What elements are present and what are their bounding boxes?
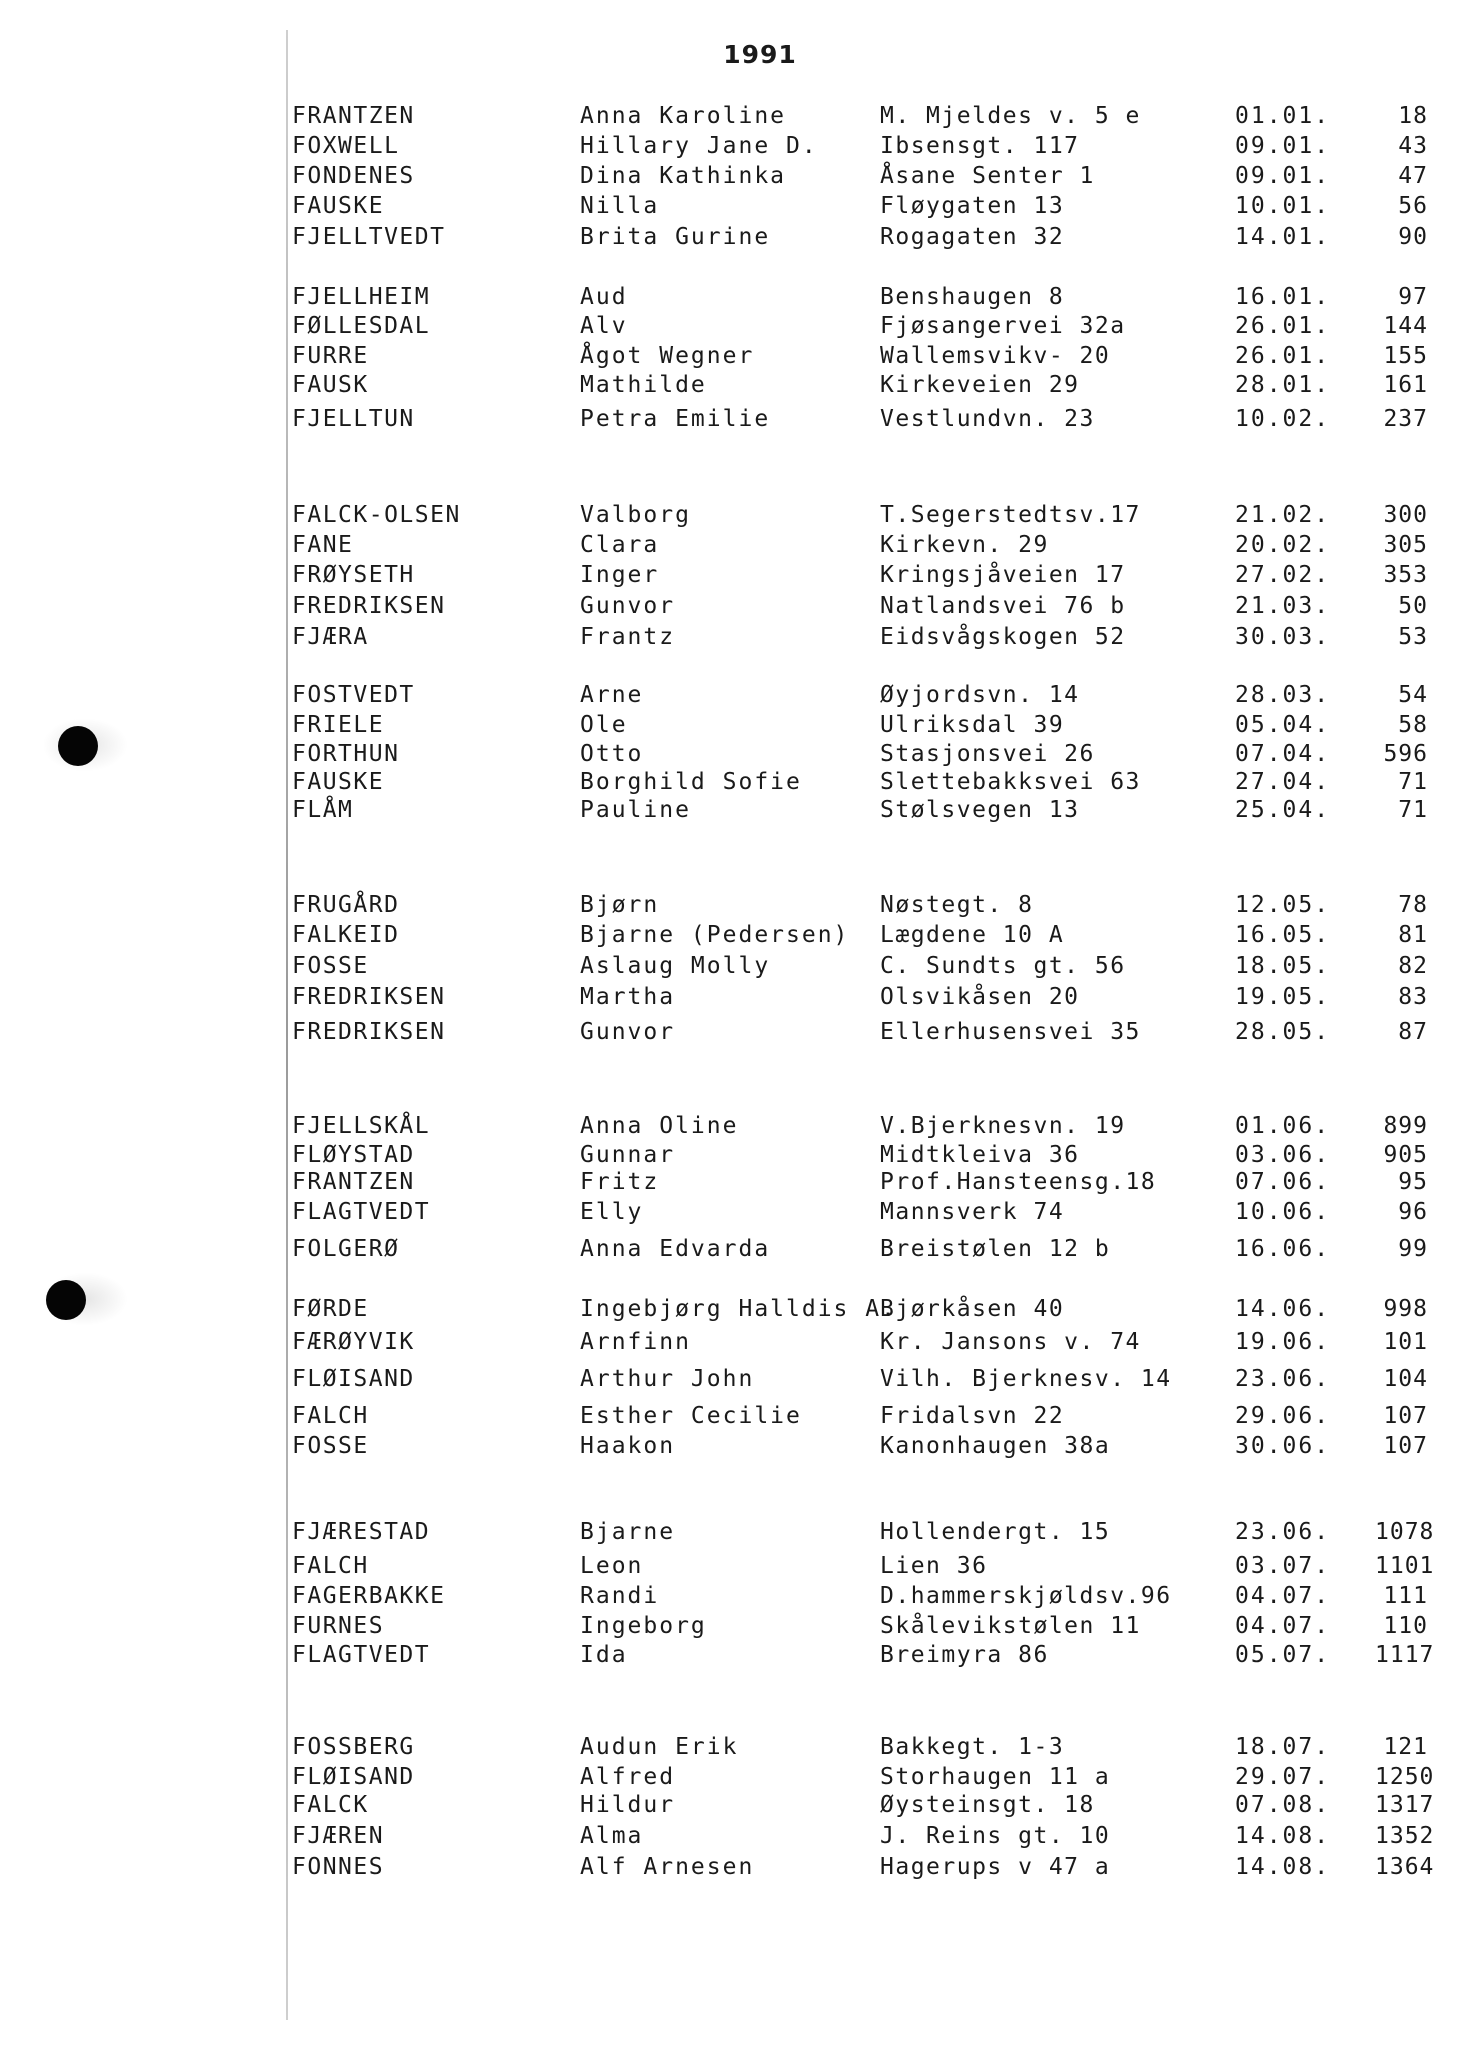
record-given-name: Clara [580,532,660,558]
record-number: 237 [1383,406,1428,432]
record-number: 50 [1398,593,1428,619]
record-row [0,1611,1457,1641]
record-given-name: Inger [580,562,660,588]
record-given-name: Arthur John [580,1366,755,1392]
record-given-name: Nilla [580,193,660,219]
record-row [0,222,1457,252]
record-given-name: Anna Edvarda [580,1236,771,1262]
record-row [0,1551,1457,1581]
record-address: Slettebakksvei 63 [880,769,1141,795]
record-date: 23.06. [1235,1366,1331,1392]
record-number: 101 [1383,1329,1428,1355]
record-address: Hollendergt. 15 [880,1519,1111,1545]
page-year: 1991 [723,40,797,69]
record-row [0,560,1457,590]
record-number: 1250 [1375,1764,1435,1790]
record-given-name: Randi [580,1583,660,1609]
record-number: 47 [1398,163,1428,189]
record-number: 1352 [1375,1823,1435,1849]
record-address: Wallemsvikv- 20 [880,343,1111,369]
record-number: 998 [1383,1296,1428,1322]
record-number: 121 [1383,1734,1428,1760]
record-date: 14.08. [1235,1823,1331,1849]
record-address: Øysteinsgt. 18 [880,1792,1095,1818]
record-address: Fjøsangervei 32a [880,313,1126,339]
record-address: Benshaugen 8 [880,284,1065,310]
record-address: Kr. Jansons v. 74 [880,1329,1141,1355]
record-date: 14.01. [1235,224,1331,250]
record-row [0,1640,1457,1670]
record-date: 29.06. [1235,1403,1331,1429]
record-row [0,370,1457,400]
record-surname: FOLGERØ [292,1236,400,1262]
record-surname: FREDRIKSEN [292,1019,446,1045]
record-row [0,1790,1457,1820]
record-row [0,1364,1457,1394]
record-surname: FJÆREN [292,1823,385,1849]
record-date: 19.05. [1235,984,1331,1010]
record-address: Skålevikstølen 11 [880,1613,1141,1639]
record-row [0,1197,1457,1227]
record-number: 71 [1398,797,1428,823]
record-number: 161 [1383,372,1428,398]
record-row [0,341,1457,371]
record-number: 90 [1398,224,1428,250]
record-address: T.Segerstedtsv.17 [880,502,1141,528]
record-address: Kirkeveien 29 [880,372,1080,398]
record-given-name: Valborg [580,502,691,528]
record-number: 353 [1383,562,1428,588]
record-date: 10.01. [1235,193,1331,219]
record-row [0,500,1457,530]
record-date: 18.07. [1235,1734,1331,1760]
record-surname: FALKEID [292,922,400,948]
record-surname: FANE [292,532,354,558]
record-row [0,982,1457,1012]
record-surname: FURNES [292,1613,385,1639]
record-surname: FÆRØYVIK [292,1329,415,1355]
record-row [0,1294,1457,1324]
record-address: Nøstegt. 8 [880,892,1034,918]
record-row [0,951,1457,981]
record-given-name: Alv [580,313,628,339]
record-number: 58 [1398,712,1428,738]
record-surname: FRIELE [292,712,385,738]
record-date: 07.08. [1235,1792,1331,1818]
record-row [0,890,1457,920]
record-number: 83 [1398,984,1428,1010]
record-surname: FLAGTVEDT [292,1642,431,1668]
record-row [0,282,1457,312]
record-date: 10.06. [1235,1199,1331,1225]
record-given-name: Gunvor [580,1019,676,1045]
record-surname: FRUGÅRD [292,892,400,918]
record-surname: FLÅM [292,797,354,823]
record-address: Storhaugen 11 a [880,1764,1111,1790]
record-date: 29.07. [1235,1764,1331,1790]
record-address: Fløygaten 13 [880,193,1065,219]
record-given-name: Ingebjørg Halldis A. [580,1296,897,1322]
record-row [0,1517,1457,1547]
record-given-name: Hildur [580,1792,676,1818]
record-given-name: Petra Emilie [580,406,771,432]
record-row [0,622,1457,652]
record-given-name: Aud [580,284,628,310]
record-date: 25.04. [1235,797,1331,823]
record-given-name: Martha [580,984,676,1010]
record-given-name: Ole [580,712,628,738]
record-given-name: Frantz [580,624,676,650]
record-number: 87 [1398,1019,1428,1045]
record-date: 10.02. [1235,406,1331,432]
record-number: 96 [1398,1199,1428,1225]
record-given-name: Alma [580,1823,644,1849]
record-given-name: Haakon [580,1433,676,1459]
record-surname: FAUSK [292,372,369,398]
record-given-name: Anna Oline [580,1113,739,1139]
record-row [0,1821,1457,1851]
record-number: 18 [1398,103,1428,129]
record-date: 05.07. [1235,1642,1331,1668]
record-row [0,1431,1457,1461]
record-surname: FRANTZEN [292,1169,415,1195]
record-given-name: Brita Gurine [580,224,771,250]
record-surname: FAGERBAKKE [292,1583,446,1609]
record-given-name: Alf Arnesen [580,1854,755,1880]
record-date: 26.01. [1235,343,1331,369]
record-address: Vilh. Bjerknesv. 14 [880,1366,1172,1392]
record-number: 71 [1398,769,1428,795]
record-surname: FOSSE [292,1433,369,1459]
record-date: 16.06. [1235,1236,1331,1262]
record-address: Ulriksdal 39 [880,712,1065,738]
record-number: 596 [1383,741,1428,767]
record-row [0,1017,1457,1047]
record-number: 43 [1398,133,1428,159]
record-date: 16.01. [1235,284,1331,310]
record-number: 144 [1383,313,1428,339]
record-surname: FOSSBERG [292,1734,415,1760]
record-surname: FOXWELL [292,133,400,159]
record-row [0,1167,1457,1197]
record-given-name: Anna Karoline [580,103,787,129]
record-given-name: Borghild Sofie [580,769,802,795]
record-date: 28.05. [1235,1019,1331,1045]
record-given-name: Pauline [580,797,691,823]
record-row [0,1140,1457,1170]
record-number: 1317 [1375,1792,1435,1818]
record-given-name: Arne [580,682,644,708]
record-address: Stasjonsvei 26 [880,741,1095,767]
record-date: 28.01. [1235,372,1331,398]
record-number: 1364 [1375,1854,1435,1880]
record-date: 30.06. [1235,1433,1331,1459]
record-number: 1078 [1375,1519,1435,1545]
record-address: Natlandsvei 76 b [880,593,1126,619]
record-address: Kirkevn. 29 [880,532,1049,558]
record-address: Breistølen 12 b [880,1236,1111,1262]
record-surname: FOSTVEDT [292,682,415,708]
record-row [0,1581,1457,1611]
record-date: 19.06. [1235,1329,1331,1355]
record-date: 07.04. [1235,741,1331,767]
record-surname: FØLLESDAL [292,313,431,339]
record-row [0,710,1457,740]
record-address: Eidsvågskogen 52 [880,624,1126,650]
record-given-name: Hillary Jane D. [580,133,818,159]
record-surname: FLØYSTAD [292,1142,415,1168]
record-row [0,1327,1457,1357]
record-address: Lægdene 10 A [880,922,1065,948]
record-surname: FLØISAND [292,1366,415,1392]
record-address: Fridalsvn 22 [880,1403,1065,1429]
record-surname: FOSSE [292,953,369,979]
record-date: 27.04. [1235,769,1331,795]
record-surname: FAUSKE [292,769,385,795]
record-surname: FURRE [292,343,369,369]
record-surname: FLAGTVEDT [292,1199,431,1225]
record-date: 01.01. [1235,103,1331,129]
record-given-name: Ida [580,1642,628,1668]
record-number: 110 [1383,1613,1428,1639]
record-address: Vestlundvn. 23 [880,406,1095,432]
record-date: 04.07. [1235,1583,1331,1609]
record-row [0,1852,1457,1882]
record-date: 09.01. [1235,133,1331,159]
record-address: Ibsensgt. 117 [880,133,1080,159]
record-given-name: Mathilde [580,372,707,398]
record-number: 1101 [1375,1553,1435,1579]
record-surname: FALCH [292,1553,369,1579]
record-given-name: Ågot Wegner [580,343,755,369]
record-number: 81 [1398,922,1428,948]
record-address: V.Bjerknesvn. 19 [880,1113,1126,1139]
record-number: 97 [1398,284,1428,310]
record-given-name: Bjarne [580,1519,676,1545]
record-date: 07.06. [1235,1169,1331,1195]
record-address: Ellerhusensvei 35 [880,1019,1141,1045]
record-surname: FRANTZEN [292,103,415,129]
record-surname: FRØYSETH [292,562,415,588]
record-row [0,311,1457,341]
record-surname: FJELLTVEDT [292,224,446,250]
record-date: 01.06. [1235,1113,1331,1139]
record-given-name: Fritz [580,1169,660,1195]
record-surname: FONDENES [292,163,415,189]
record-number: 56 [1398,193,1428,219]
record-number: 54 [1398,682,1428,708]
record-address: Prof.Hansteensg.18 [880,1169,1157,1195]
record-given-name: Esther Cecilie [580,1403,802,1429]
record-date: 21.02. [1235,502,1331,528]
record-surname: FORTHUN [292,741,400,767]
record-address: Breimyra 86 [880,1642,1049,1668]
record-date: 03.07. [1235,1553,1331,1579]
record-row [0,404,1457,434]
record-number: 155 [1383,343,1428,369]
record-date: 04.07. [1235,1613,1331,1639]
record-surname: FALCK [292,1792,369,1818]
record-date: 12.05. [1235,892,1331,918]
record-number: 107 [1383,1403,1428,1429]
record-address: J. Reins gt. 10 [880,1823,1111,1849]
record-row [0,920,1457,950]
record-number: 104 [1383,1366,1428,1392]
record-row [0,530,1457,560]
record-address: Midtkleiva 36 [880,1142,1080,1168]
record-date: 18.05. [1235,953,1331,979]
record-given-name: Bjarne (Pedersen) [580,922,850,948]
record-address: Mannsverk 74 [880,1199,1065,1225]
record-address: Rogagaten 32 [880,224,1065,250]
record-date: 05.04. [1235,712,1331,738]
record-date: 30.03. [1235,624,1331,650]
record-row [0,101,1457,131]
record-row [0,1762,1457,1792]
record-date: 21.03. [1235,593,1331,619]
record-number: 1117 [1375,1642,1435,1668]
record-date: 03.06. [1235,1142,1331,1168]
record-given-name: Audun Erik [580,1734,739,1760]
record-given-name: Arnfinn [580,1329,691,1355]
record-address: D.hammerskjøldsv.96 [880,1583,1172,1609]
record-number: 53 [1398,624,1428,650]
record-given-name: Gunvor [580,593,676,619]
record-number: 899 [1383,1113,1428,1139]
record-address: Hagerups v 47 a [880,1854,1111,1880]
record-given-name: Otto [580,741,644,767]
record-surname: FALCK-OLSEN [292,502,461,528]
record-address: Åsane Senter 1 [880,163,1095,189]
record-address: Kringsjåveien 17 [880,562,1126,588]
record-row [0,795,1457,825]
record-date: 09.01. [1235,163,1331,189]
record-given-name: Leon [580,1553,644,1579]
record-row [0,739,1457,769]
record-row [0,1401,1457,1431]
record-number: 305 [1383,532,1428,558]
record-number: 111 [1383,1583,1428,1609]
record-number: 300 [1383,502,1428,528]
record-surname: FJELLHEIM [292,284,431,310]
record-date: 20.02. [1235,532,1331,558]
record-given-name: Dina Kathinka [580,163,787,189]
record-surname: FREDRIKSEN [292,593,446,619]
record-given-name: Elly [580,1199,644,1225]
record-given-name: Gunnar [580,1142,676,1168]
record-date: 23.06. [1235,1519,1331,1545]
record-date: 26.01. [1235,313,1331,339]
record-row [0,131,1457,161]
record-address: C. Sundts gt. 56 [880,953,1126,979]
record-surname: FJELLTUN [292,406,415,432]
record-surname: FLØISAND [292,1764,415,1790]
record-given-name: Aslaug Molly [580,953,771,979]
record-address: Bakkegt. 1-3 [880,1734,1065,1760]
record-number: 78 [1398,892,1428,918]
record-number: 82 [1398,953,1428,979]
record-surname: FREDRIKSEN [292,984,446,1010]
record-row [0,1234,1457,1264]
record-row [0,1111,1457,1141]
record-surname: FØRDE [292,1296,369,1322]
record-row [0,591,1457,621]
record-address: Bjørkåsen 40 [880,1296,1065,1322]
record-given-name: Ingeborg [580,1613,707,1639]
record-date: 14.08. [1235,1854,1331,1880]
record-address: Lien 36 [880,1553,988,1579]
record-address: Stølsvegen 13 [880,797,1080,823]
record-row [0,680,1457,710]
record-address: Olsvikåsen 20 [880,984,1080,1010]
record-row [0,1732,1457,1762]
record-surname: FONNES [292,1854,385,1880]
record-row [0,767,1457,797]
record-surname: FAUSKE [292,193,385,219]
record-number: 107 [1383,1433,1428,1459]
record-address: M. Mjeldes v. 5 e [880,103,1141,129]
record-number: 99 [1398,1236,1428,1262]
record-given-name: Bjørn [580,892,660,918]
record-surname: FJÆRA [292,624,369,650]
record-date: 27.02. [1235,562,1331,588]
record-surname: FJÆRESTAD [292,1519,431,1545]
record-row [0,161,1457,191]
record-date: 14.06. [1235,1296,1331,1322]
record-surname: FJELLSKÅL [292,1113,431,1139]
record-surname: FALCH [292,1403,369,1429]
record-row [0,191,1457,221]
record-date: 28.03. [1235,682,1331,708]
record-number: 95 [1398,1169,1428,1195]
record-given-name: Alfred [580,1764,676,1790]
record-number: 905 [1383,1142,1428,1168]
record-date: 16.05. [1235,922,1331,948]
record-address: Øyjordsvn. 14 [880,682,1080,708]
record-address: Kanonhaugen 38a [880,1433,1111,1459]
